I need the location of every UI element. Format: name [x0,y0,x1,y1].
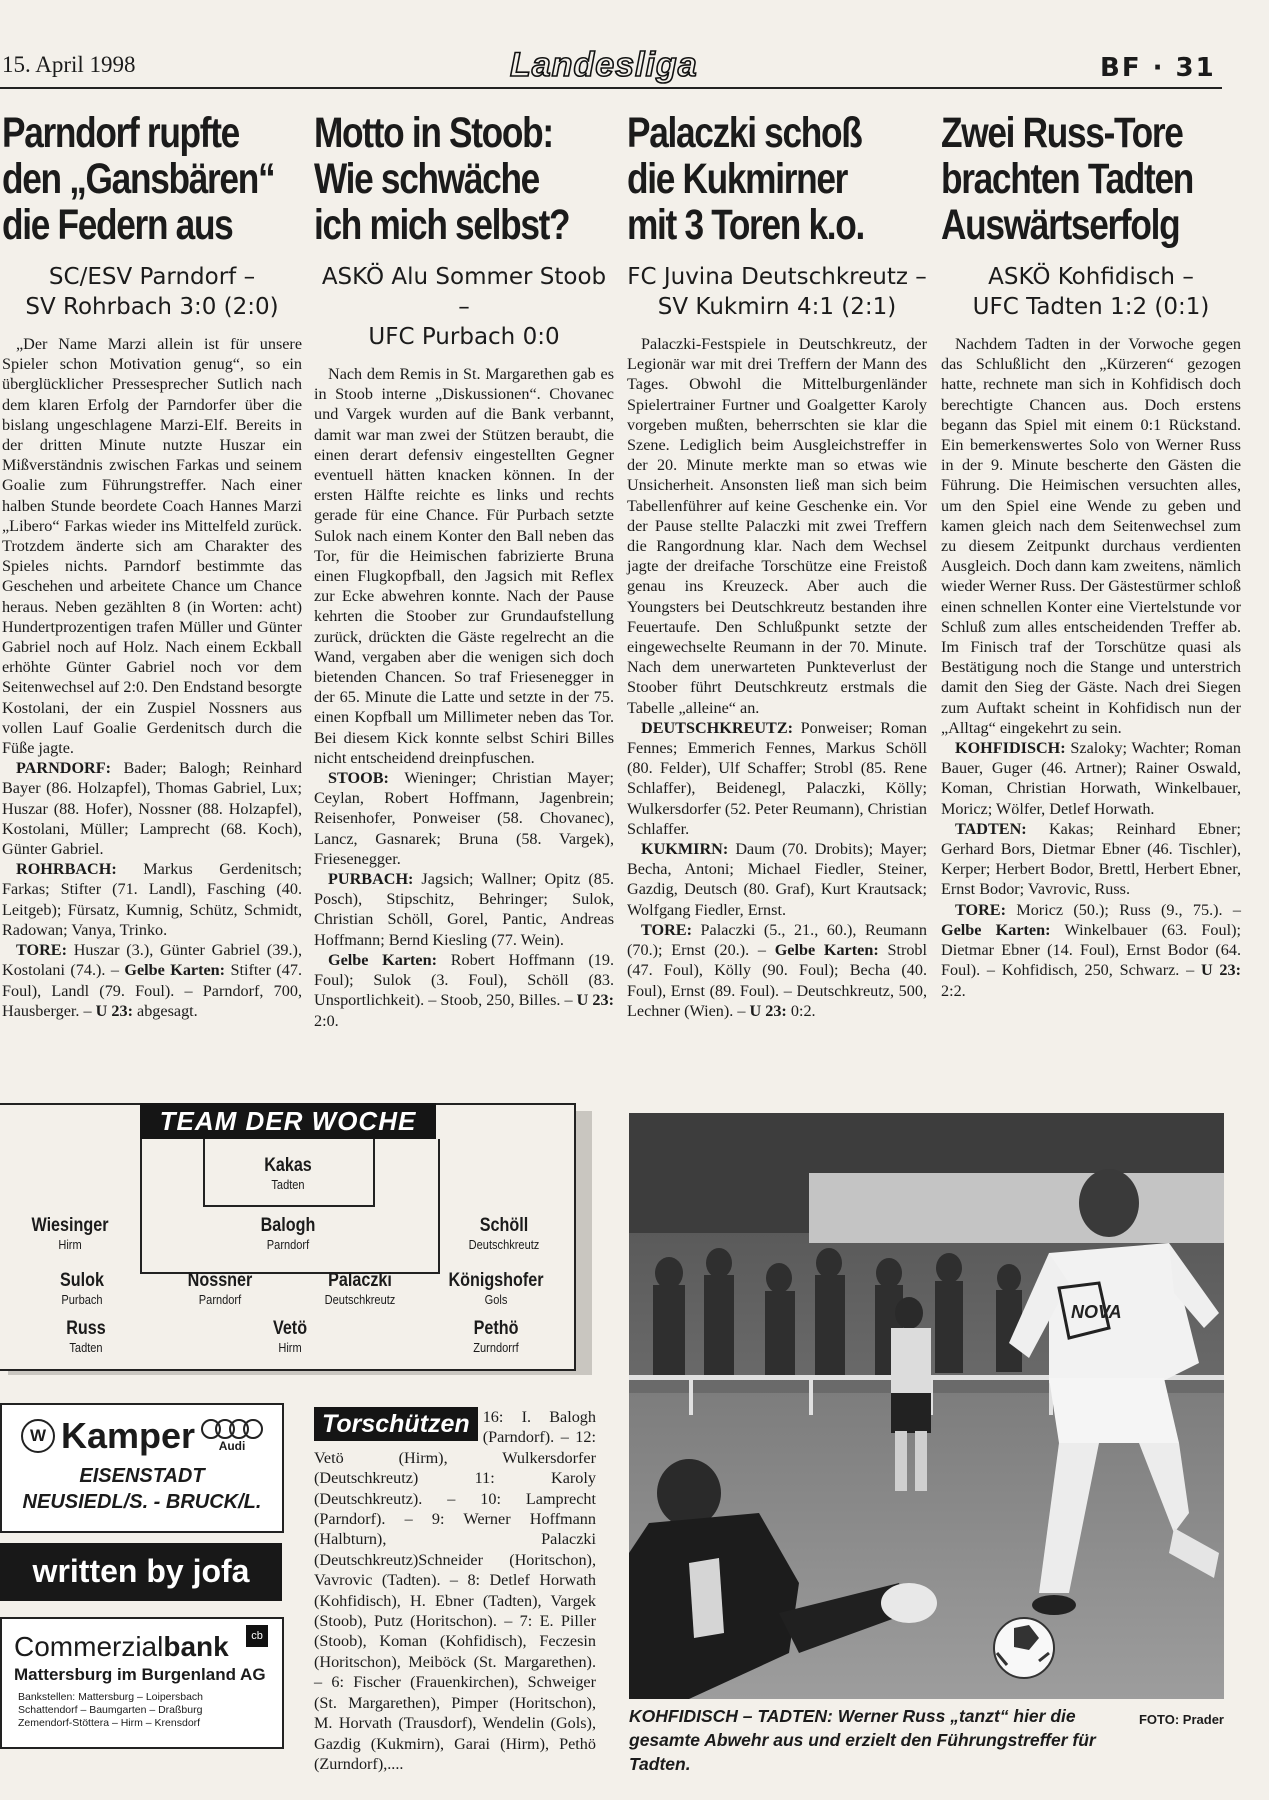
article-parndorf [2,110,302,1021]
match-stats: TORE: Moricz (50.); Russ (9., 75.). – Gelbe Karten: Winkelbauer (63. Foul); Dietmar Ebner (14. Foul), Ernst Bodor (64. Foul). – Kohfidisch, 250, Schwarz. – U 23: 2:2. [941,900,1242,1000]
lineup-home: STOOB: Wieninger; Christian Mayer; Ceylan, Robert Hoffmann, Jagenbrein; Reisenhofer, Ponweiser (58. Chovanec), Lancz, Gasnarek; Bruna (58. Vargek), Friesenegger. [314,769,614,868]
player: Nossner Parndorf [187,1270,253,1307]
audi-rings-icon [201,1419,263,1439]
article-body [314,364,614,1031]
article-kohfidisch [941,110,1241,1001]
player: Balogh Parndorf [260,1215,316,1252]
top-scorers [314,1407,596,1774]
shirt-sponsor-text: NOVA [1071,1302,1122,1322]
player: Königshofer Gols [448,1270,544,1307]
bank-branches-2: Schattendorf – Baumgarten – Draßburg [18,1704,203,1716]
lineup-away: ROHRBACH: Markus Gerdenitsch; Farkas; Stifter (71. Landl), Fasching (40. Leitgeb); Fürsatz, Kumnig, Schütz, Schmidt, Radowan; Vanya, Trinko. [2,860,302,939]
player: Palaczki Deutschkreutz [324,1270,396,1307]
team-of-week-title: TEAM DER WOCHE [140,1103,436,1139]
photo-caption [629,1704,1224,1776]
article-body [941,334,1241,1001]
vw-logo-icon: W [21,1419,55,1453]
article-headline: Parndorf rupfte den „Gansbären“ die Federn aus [2,109,275,249]
kamper-location-2: NEUSIEDL/S. - BRUCK/L. [22,1491,262,1513]
match-stats: TORE: Palaczki (5., 21., 60.), Reumann (70.); Ernst (20.). – Gelbe Karten: Strobl (47. Foul), Kölly (90. Foul); Becha (40. Foul), Ernst (89. Foul). – Deutschkreutz, 500, Lechner (Wien). – U 23: 0:2. [627,920,928,1020]
lineup-home: KOHFIDISCH: Szaloky; Wachter; Roman Bauer, Guger (46. Artner); Rainer Oswald, Koman, Christian Horwath, Winkelbauer, Moricz; Wölfer, Detlef Horwath. [941,739,1242,818]
player: Schöll Deutschkreutz [468,1215,540,1252]
player: Sulok Purbach [60,1270,104,1307]
lineup-home: PARNDORF: Bader; Balogh; Reinhard Bayer (86. Holzapfel), Thomas Gabriel, Lux; Huszar (88. Hofer), Nossner (88. Holzapfel), Kostolani, Müller; Lamprecht (68. Koch), Günter Gabriel. [2,759,303,859]
player: Russ Tadten [66,1318,106,1355]
match-result: SC/ESV Parndorf – SV Rohrbach 3:0 (2:0) [25,264,279,320]
article-stoob [314,110,614,1031]
bank-name-a: Commerzial [14,1631,164,1662]
article-text: Nach dem Remis in St. Margarethen gab es in Stoob interne „Diskussionen“. Chovanec und Vargek wurden auf die Bank verbannt, damit war man zwei der Stützen beraubt, die einen derart defensiv eingestellten Gegner eventuell hätten knacken können. In der ersten Hälfte reichte es links und rechts gerade für eine Chance. Für Purbach setzte Sulok nach einem Konter den Ball neben das Tor, für die Heimischen fabrizierte Bruna einen Flugkopfball, den Jagsich mit Reflex zur Ecke abwehren konnte. Nach der Pause kehrten die Stoober zur Grundaufstellung zurück, drückten die Gäste regelrecht an die Wand, vergaben aber die wenigen sich doch bietenden Chancen. So traf Friesenegger in der 65. Minute die Latte und setzte in der 75. einen Kopfball um Millimeter neben das Tor. Bei diesem Kick konnte selbst Schiri Billes nicht entscheidend dreinpfuschen. [314,365,614,767]
article-headline: Zwei Russ-Tore brachten Tadten Auswärtserfolg [941,109,1193,249]
match-result: ASKÖ Kohfidisch – UFC Tadten 1:2 (0:1) [972,264,1210,320]
lineup-home: DEUTSCHKREUTZ: Ponweiser; Roman Fennes; Emmerich Fennes, Markus Schöll (80. Felder), Ulf Schaffer; Strobl (85. Rene Schlaffer), Beidenegl, Palaczki, Kölly; Wulkersdorfer (52. Peter Reumann), Christian Schlaffer. [627,718,927,838]
kamper-ad [0,1403,284,1533]
match-stats: TORE: Huszar (3.), Günter Gabriel (39.), Kostolani (74.). – Gelbe Karten: Stifter (47. Foul), Landl (79. Foul). – Parndorf, 700, Hausberger. – U 23: abgesagt. [2,941,302,1020]
commerzialbank-ad [0,1617,284,1749]
player-goalkeeper: Kakas Tadten [264,1155,312,1192]
article-headline: Palaczki schoß die Kukmirner mit 3 Toren k.o. [627,109,864,249]
match-result: ASKÖ Alu Sommer Stoob – UFC Purbach 0:0 [321,264,607,350]
lineup-away: TADTEN: Kakas; Reinhard Ebner; Gerhard Bors, Dietmar Ebner (46. Tischler), Kerper; Herbert Bodor, Brettl, Herbert Ebner, Ernst Bodor; Vavrovic, Russ. [941,819,1242,899]
photo-credit: FOTO: Prader [1138,1712,1224,1727]
bank-branches-1: Bankstellen: Mattersburg – Loipersbach [18,1691,204,1703]
bank-branches-3: Zemendorf-Stöttera – Hirm – Krensdorf [18,1717,201,1729]
article-headline: Motto in Stoob: Wie schwäche ich mich selbst? [314,109,570,249]
match-photo [629,1113,1224,1699]
top-scorers-title: Torschützen [314,1407,478,1441]
article-text: Nachdem Tadten in der Vorwoche gegen das Schlußlicht den „Kürzeren“ gezogen hatte, rechnete man sich in Kohfidisch doch berechtigte Chancen aus. Doch erstens begann das Spiel mit einem 0:1 Rückstand. Ein bemerkenswertes Solo von Werner Russ in der 9. Minute bescherte den Gästen die Führung. Die Heimischen versuchten alles, um den Spiel eine Wende zu geben und kamen gleich nach dem Seitenwechsel zum zu diesem Zeitpunkt durchaus verdienten Ausgleich. Doch dann kam zweitens, nämlich wieder Werner Russ. Der Gästestürmer schloß einen schnellen Konter eine Viertelstunde vor Schluß zum alles entscheidenden Treffer ab. Im Finisch traf der Torschütze quasi als Bestätigung noch die Stange und unterstrich damit den Sieg der Gäste. Nach drei Siegen zum Auftakt scheint in Kohfidisch nun der „Alltag“ eingekehrt zu sein. [941,335,1241,737]
bank-location: Mattersburg im Burgenland AG [14,1665,266,1684]
player: Wiesinger Hirm [31,1215,109,1252]
lineup-away: PURBACH: Jagsich; Wallner; Opitz (85. Posch), Stipschitz, Behringer; Sulok, Christian Schöll, Gorel, Pantic, Andreas Hoffmann; Bernd Kiesling (77. Wein). [314,870,615,949]
match-photo-illustration [629,1113,1224,1699]
article-body [627,334,927,1021]
issue-date: 15. April 1998 [2,52,136,77]
audi-label: Audi [218,1439,246,1453]
match-result: FC Juvina Deutschkreutz – SV Kukmirn 4:1 (2:1) [627,264,927,320]
jofa-banner: written by jofa [0,1543,282,1601]
article-deutschkreutz [627,110,927,1021]
bank-logo-icon: cb [246,1625,268,1647]
article-body [2,334,302,1021]
article-text: Palaczki-Festspiele in Deutschkreutz, der Legionär war mit drei Treffern der Mann des Tages. Obwohl die Mittelburgenländer Spielertrainer Furtner und Goalgetter Karoly vorgeben mußten, beherrschten sie klar die Szene. Lediglich beim Ausgleichstreffer in der 20. Minute merkte man so etwas wie Unsicherheit. Ansonsten ließ man sich beim Tabellenführer auf keine Geschenke ein. Vor der Pause stellte Palaczki mit zwei Treffern die Rangordnung klar. Nach dem Wechsel jagte der dreifache Torschütze eine Freistoß genau ins Kreuzeck. Aber auch die Youngsters bei Deutschkreutz bestanden ihre Feuertaufe. Den Schlußpunkt setzte der eingewechselte Reumann in der 70. Minute. Nach dem unerwarteten Punkteverlust der Stoober führt Deutschkreutz erstmals die Tabelle „alleine“ an. [627,335,927,717]
player: Pethö Zurndorrf [473,1318,519,1355]
bank-name-b: bank [163,1631,229,1662]
article-text: „Der Name Marzi allein ist für unsere Spieler schon Motivation genug“, so ein überglücklicher Pressesprecher Sutlich nach dem klaren Erfolg der Parndorfer über die bislang ungeschlagene Marzi-Elf. Bereits in der dritten Minute nutzte Huszar ein Mißverständnis zwischen Farkas und seinem Goalie zum Führungstreffer. Nach einer halben Stunde beordete Coach Hannes Marzi „Libero“ Farkas wieder ins Mittelfeld zurück. Trotzdem änderte sich am Charakter des Spieles nichts. Parndorf bestimmte das Geschehen und arbeitete Chance um Chance heraus. Neben gezählten 8 (in Worten: acht) Hundertprozentigen trafen Müller und Günter Gabriel noch auf Holz. Nach einem Eckball erhöhte Günter Gabriel noch vor dem Seitenwechsel auf 2:0. Den Endstand besorgte Kostolani, der ein Zuspiel Nossners aus vollen Lauf Goalie Gerdenitsch durch die Füße jagte. [2,335,302,758]
section-title: Landesliga [510,46,698,84]
kamper-name: Kamper [60,1415,196,1456]
page-number: BF · 31 [1100,53,1216,83]
photo-caption-text: KOHFIDISCH – TADTEN: Werner Russ „tanzt“ hier die gesamte Abwehr aus und erzielt den Führungstreffer für Tadten. [629,1706,1096,1774]
match-stats: Gelbe Karten: Robert Hoffmann (19. Foul); Sulok (3. Foul), Schöll (83. Unsportlichkeit). – Stoob, 250, Billes. – U 23: 2:0. [314,950,615,1030]
kamper-location-1: EISENSTADT [79,1465,205,1487]
header-rule [0,87,1222,89]
lineup-away: KUKMIRN: Daum (70. Drobits); Mayer; Becha, Antoni; Michael Fiedler, Steiner, Gazdig, Deutsch (80. Graf), Kurt Krautsack; Wolfgang Fiedler, Ernst. [627,840,927,919]
top-scorers-list: 16: I. Balogh (Parndorf). – 12: Vetö (Hirm), Wulkersdorfer (Deutschkreutz) 11: Karoly (Deutschkreutz). – 10: Lamprecht (Parndorf). – 9: Werner Hoffmann (Halbturn), Palaczki (Deutschkreutz)Schneider (Horitschon), Vavrovic (Tadten). – 8: Detlef Horwath (Kohfidisch), H. Ebner (Tadten), Vargek (Stoob), Putz (Horitschon). – 7: E. Piller (Stoob), Koman (Kohfidisch), Feczesin (Horitschon), Meiböck (St. Margarethen). – 6: Fischer (Frauenkirchen), Schweiger (St. Margarethen), Pimper (Horitschon), M. Horvath (Trausdorf), Wendelin (Gols), Gazdig (Kukmirn), Garai (Hirm), Pethö (Zurndorf),.... [314,1408,596,1773]
player: Vetö Hirm [272,1318,308,1355]
